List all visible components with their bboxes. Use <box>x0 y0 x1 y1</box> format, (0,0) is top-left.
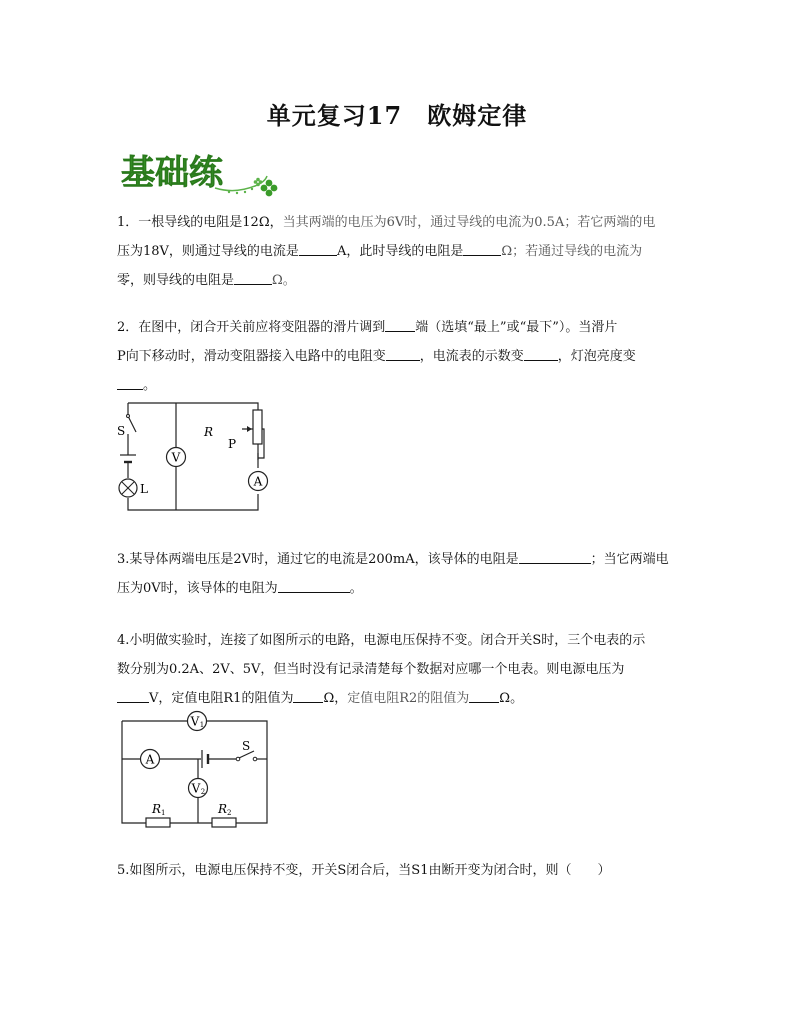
question-line <box>117 266 682 295</box>
circuit-diagram-q4 <box>112 708 282 833</box>
answer-blank[interactable] <box>386 346 420 361</box>
meter-label: V <box>191 781 201 796</box>
question-line <box>117 208 682 237</box>
question-line <box>117 237 682 266</box>
question-line <box>117 342 682 371</box>
question-1 <box>117 208 682 295</box>
meter-label: V <box>171 450 181 465</box>
question-text: V，定值电阻R1的阻值为 <box>149 691 294 706</box>
resistor-r1 <box>146 818 170 827</box>
switch-s <box>127 415 130 418</box>
question-text: 零，则导线的电阻是 <box>117 273 235 288</box>
section-heading-basic-practice <box>117 148 279 198</box>
question-line: 5.如图所示，电源电压保持不变，开关S闭合后，当S1由断开变为闭合时，则（ ） <box>117 863 611 878</box>
question-text: 当其两端的电压为6V时，通过导线的电流为0.5A；若它两端的电 <box>282 215 656 230</box>
answer-blank[interactable] <box>299 241 337 256</box>
question-text: 。 <box>349 581 363 596</box>
question-text: 1．一根导线的电阻是12Ω， <box>117 215 283 230</box>
answer-blank[interactable] <box>117 375 143 390</box>
component-label: S <box>242 739 251 753</box>
component-label: R <box>218 802 228 816</box>
question-line <box>117 371 682 400</box>
question-line <box>117 545 682 574</box>
meter-label: V <box>190 714 200 729</box>
battery <box>202 750 208 768</box>
question-text: 3.某导体两端电压是2V时，通过它的电流是200mA，该导体的电阻是 <box>117 552 519 567</box>
meter-label: A <box>253 474 263 489</box>
answer-blank[interactable] <box>524 346 558 361</box>
lamp-icon <box>119 479 137 497</box>
component-subscript: 2 <box>227 809 232 817</box>
small-clover-icon <box>254 178 263 187</box>
component-label: L <box>140 482 148 496</box>
answer-blank[interactable] <box>234 270 272 285</box>
component-label: R <box>152 802 162 816</box>
question-2 <box>117 313 682 400</box>
voltmeter-v1-icon <box>188 712 207 731</box>
answer-blank[interactable] <box>278 578 350 593</box>
meter-subscript: 1 <box>199 721 205 729</box>
question-text: 定值电阻R2的阻值为 <box>347 691 470 706</box>
question-4 <box>117 626 682 713</box>
question-text: 压为18V，则通过导线的电流是 <box>117 244 299 259</box>
meter-label: A <box>145 752 155 767</box>
page-title: 单元复习17 欧姆定律 <box>266 101 528 130</box>
answer-blank[interactable] <box>463 241 501 256</box>
question-text: 端（选填“最上”或“最下”）。当滑片 <box>415 320 618 335</box>
question-text: 压为0V时，该导体的电阻为 <box>117 581 278 596</box>
battery <box>120 452 136 468</box>
question-text: 2．在图中，闭合开关前应将变阻器的滑片调到 <box>117 320 386 335</box>
answer-blank[interactable] <box>117 688 149 703</box>
question-line: 4.小明做实验时，连接了如图所示的电路，电源电压保持不变。闭合开关S时，三个电表的示 <box>117 633 646 648</box>
resistor-r2 <box>212 818 236 827</box>
rheostat <box>242 410 262 444</box>
question-text: Ω， <box>323 691 348 706</box>
component-label: P <box>228 437 237 451</box>
question-3 <box>117 545 682 603</box>
question-text: Ω。 <box>272 273 296 288</box>
question-text: Ω。 <box>499 691 524 706</box>
question-line <box>117 313 682 342</box>
question-5 <box>117 856 682 885</box>
answer-blank[interactable] <box>385 317 415 332</box>
ammeter-icon <box>249 472 268 491</box>
section-heading-text: 基础练 <box>121 153 223 193</box>
component-label: S <box>117 424 126 438</box>
component-subscript: 1 <box>161 809 166 817</box>
ammeter-icon <box>141 750 160 769</box>
question-line <box>117 574 682 603</box>
question-text: ，电流表的示数变 <box>419 349 524 364</box>
component-label: R <box>204 425 214 439</box>
question-text: ，灯泡亮度变 <box>557 349 636 364</box>
answer-blank[interactable] <box>519 549 591 564</box>
voltmeter-icon <box>167 448 186 467</box>
question-text: ；当它两端电 <box>590 552 669 567</box>
answer-blank[interactable] <box>293 688 323 703</box>
question-text: A，此时导线的电阻是 <box>336 244 464 259</box>
question-line: 数分别为0.2A、2V、5V，但当时没有记录清楚每个数据对应哪一个电表。则电源电压为 <box>117 662 625 677</box>
question-text: Ω；若通过导线的电流为 <box>501 244 643 259</box>
question-text: P向下移动时，滑动变阻器接入电路中的电阻变 <box>117 349 386 364</box>
answer-blank[interactable] <box>469 688 499 703</box>
circuit-diagram-q2 <box>112 398 282 518</box>
question-text: 。 <box>143 378 157 393</box>
meter-subscript: 2 <box>200 788 206 796</box>
voltmeter-v2-icon <box>189 779 208 798</box>
